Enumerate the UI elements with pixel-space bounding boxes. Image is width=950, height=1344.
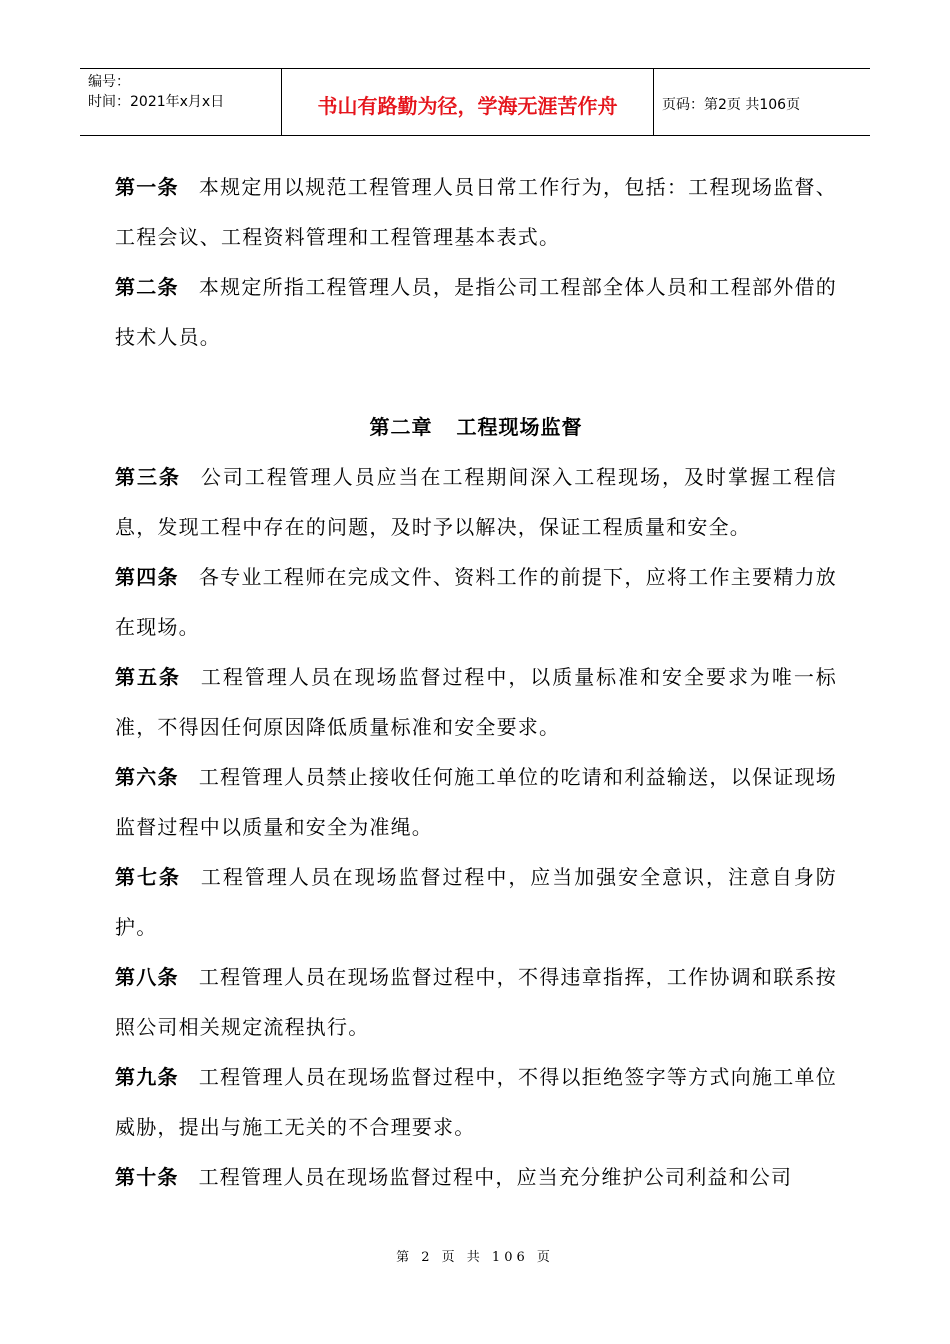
article-number: 第十条	[115, 1165, 179, 1189]
article-number: 第九条	[115, 1065, 179, 1089]
article-number: 第一条	[115, 175, 179, 199]
article-text: 本规定用以规范工程管理人员日常工作行为，包括：工程现场监督、工程会议、工程资料管理和工程管理基本表式。	[115, 175, 837, 249]
article-text: 本规定所指工程管理人员，是指公司工程部全体人员和工程部外借的技术人员。	[115, 275, 837, 349]
document-body	[115, 162, 837, 1202]
article-number: 第二条	[115, 275, 179, 299]
article-5	[115, 652, 837, 752]
article-number: 第四条	[115, 565, 179, 589]
article-text: 工程管理人员禁止接收任何施工单位的吃请和利益输送，以保证现场监督过程中以质量和安全为准绳。	[115, 765, 837, 839]
section-gap	[115, 362, 837, 402]
article-7	[115, 852, 837, 952]
article-text: 工程管理人员在现场监督过程中，以质量标准和安全要求为唯一标准，不得因任何原因降低质量标准和安全要求。	[115, 665, 837, 739]
header-code-label: 编号：	[88, 74, 130, 90]
article-4	[115, 552, 837, 652]
header-meta-cell	[80, 69, 282, 135]
chapter-number: 第二章	[369, 415, 433, 439]
article-number: 第五条	[115, 665, 181, 689]
article-text: 工程管理人员在现场监督过程中，应当加强安全意识，注意自身防护。	[115, 865, 837, 939]
article-text: 公司工程管理人员应当在工程期间深入工程现场，及时掌握工程信息，发现工程中存在的问题，及时予以解决，保证工程质量和安全。	[115, 465, 837, 539]
header-time-label: 时间：2021年x月x日	[88, 94, 225, 110]
article-9	[115, 1052, 837, 1152]
article-number: 第七条	[115, 865, 181, 889]
article-3	[115, 452, 837, 552]
article-6	[115, 752, 837, 852]
header-motto: 书山有路勤为径，学海无涯苦作舟	[282, 69, 654, 135]
article-text: 工程管理人员在现场监督过程中，应当充分维护公司利益和公司	[198, 1165, 793, 1189]
article-number: 第六条	[115, 765, 179, 789]
article-number: 第三条	[115, 465, 181, 489]
article-text: 工程管理人员在现场监督过程中，不得违章指挥，工作协调和联系按照公司相关规定流程执行。	[115, 965, 837, 1039]
chapter-heading	[115, 402, 837, 452]
article-10	[115, 1152, 837, 1202]
article-text: 各专业工程师在完成文件、资料工作的前提下，应将工作主要精力放在现场。	[115, 565, 837, 639]
article-8	[115, 952, 837, 1052]
article-number: 第八条	[115, 965, 179, 989]
page-header	[80, 68, 870, 136]
header-page-info: 页码：第2页 共106页	[662, 97, 801, 113]
page-footer: 第 2 页 共 106 页	[396, 1250, 554, 1265]
chapter-title: 工程现场监督	[456, 415, 583, 439]
article-2	[115, 262, 837, 362]
article-1	[115, 162, 837, 262]
article-text: 工程管理人员在现场监督过程中，不得以拒绝签字等方式向施工单位威胁，提出与施工无关的不合理要求。	[115, 1065, 837, 1139]
